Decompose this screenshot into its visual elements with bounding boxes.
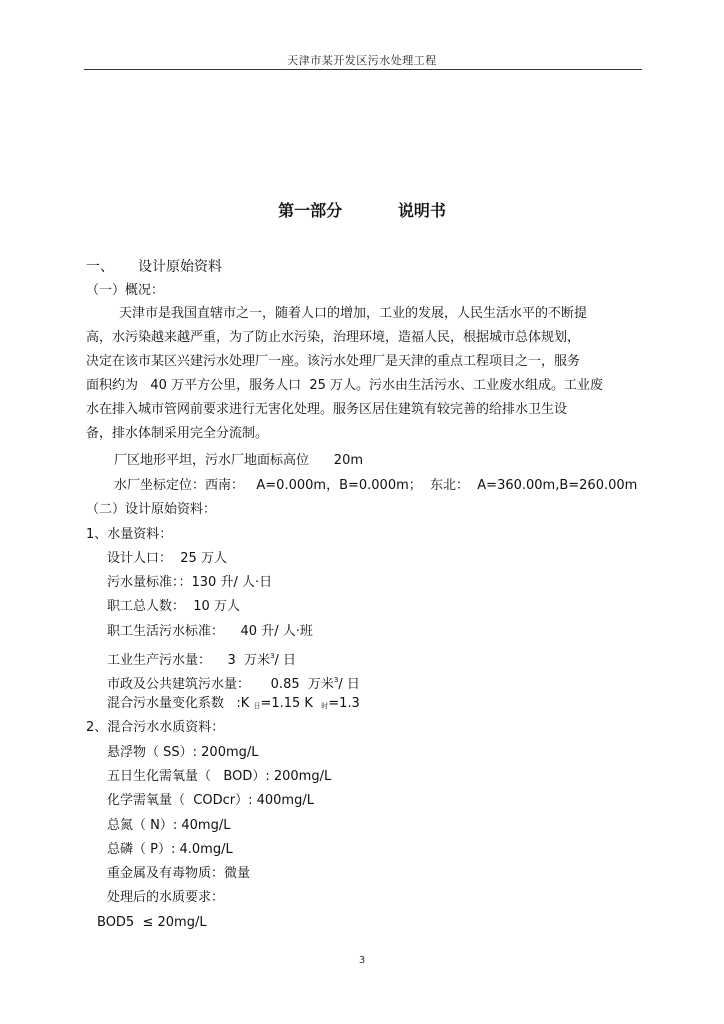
industrial-sewage-text: 工业生产污水量： 3 万米 [107, 653, 271, 668]
water-quality-item: 总氮（ N）: 40mg/L [107, 818, 231, 833]
industrial-sewage [107, 647, 296, 670]
cubic-superscript: 3 [270, 652, 275, 660]
workers-total: 职工总人数： 10 万人 [107, 599, 240, 614]
industrial-sewage-unit: / 日 [274, 653, 297, 668]
paragraph-line: 决定在该市某区兴建污水处理厂一座。该污水处理厂是天津的重点工程项目之一，服务 [86, 354, 581, 369]
terrain-line: 厂区地形平坦，污水厂地面标高位 20m [114, 453, 363, 468]
paragraph-line: 面积约为 40 万平方公里，服务人口 25 万人。污水由生活污水、工业废水组成。工业废 [86, 378, 604, 393]
paragraph-line: 备，排水体制采用完全分流制。 [86, 426, 269, 441]
header-rule [84, 69, 642, 70]
sewage-standard: 污水量标准：：130 升/ 人·日 [107, 575, 273, 590]
coordinate-line: 水厂坐标定位：西南： A=0.000m，B=0.000m； 东北： A=360.00m,B=260.00m [114, 478, 638, 493]
page-number: 3 [358, 955, 366, 966]
water-quality-item: 化学需氧量（ CODcr）: 400mg/L [107, 793, 314, 808]
variation-coefficient-end: =1.3 [328, 696, 360, 711]
paragraph-line: 天津市是我国直辖市之一，随着人口的增加，工业的发展，人民生活水平的不断提 [86, 306, 588, 321]
water-quality-item: 总磷（ P）: 4.0mg/L [107, 842, 233, 857]
subsection-design-data-heading: （二）设计原始资料： [86, 502, 217, 517]
subsection-overview-heading: （一）概况： [86, 283, 165, 298]
daily-subscript: 日 [253, 702, 261, 710]
running-header-title: 天津市某开发区污水处理工程 [287, 54, 437, 67]
section-heading-number: 一、 [86, 259, 114, 275]
water-quality-item: 处理后的水质要求： [107, 890, 225, 905]
overview-paragraph [86, 302, 626, 446]
water-quality-heading: 2、混合污水水质资料： [86, 720, 225, 735]
section-heading-text: 设计原始资料 [138, 259, 222, 275]
municipal-sewage-unit: / 日 [338, 677, 360, 692]
hourly-subscript: 时 [321, 702, 329, 710]
variation-coefficient-text: 混合污水量变化系数 :K [107, 696, 254, 711]
document-title: 第一部分 说明书 [278, 201, 446, 220]
cubic-superscript: 3 [333, 676, 339, 684]
variation-coefficient [107, 695, 360, 715]
paragraph-line: 水在排入城市管网前要求进行无害化处理。服务区居住建筑有较完善的给排水卫生设 [86, 402, 568, 417]
water-quality-item: 重金属及有毒物质：微量 [107, 866, 251, 881]
paragraph-line: 高，水污染越来越严重，为了防止水污染，治理环境，造福人民，根据城市总体规划， [86, 330, 581, 345]
water-quality-item: 悬浮物（ SS）: 200mg/L [107, 745, 259, 760]
design-population: 设计人口： 25 万人 [107, 551, 227, 566]
bod5-requirement: BOD5 ≤ 20mg/L [97, 915, 207, 930]
municipal-sewage-text: 市政及公共建筑污水量： 0.85 万米 [107, 677, 334, 692]
municipal-sewage [107, 671, 360, 694]
variation-coefficient-mid: =1.15 K [260, 696, 322, 711]
water-quality-item: 五日生化需氧量（ BOD）: 200mg/L [107, 769, 332, 784]
worker-sewage-standard: 职工生活污水标准： 40 升/ 人·班 [107, 624, 313, 639]
water-quantity-heading: 1、水量资料： [86, 527, 173, 542]
